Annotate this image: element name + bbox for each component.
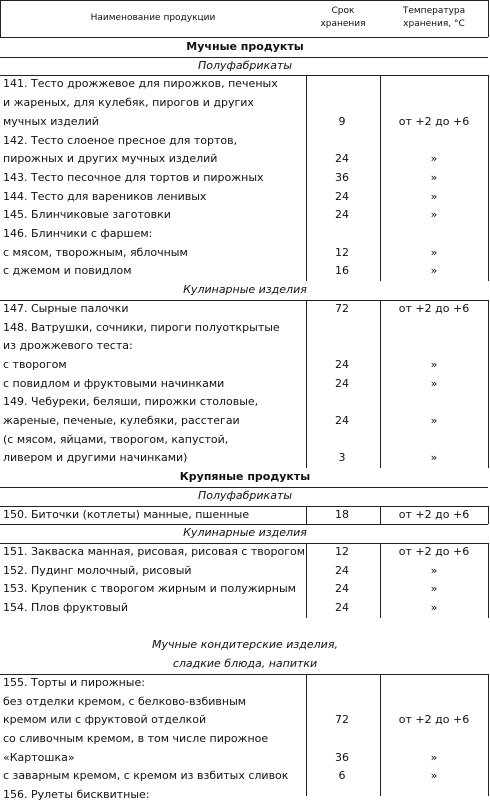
column-rule	[306, 300, 307, 468]
product-name: (с мясом, яйцами, творогом, капустой,	[3, 432, 229, 446]
table-row	[0, 693, 490, 711]
table-row	[0, 599, 490, 617]
storage-temperature: »	[430, 582, 438, 596]
section-heading: Мучные продукты	[186, 40, 304, 53]
product-name: со сливочным кремом, в том числе пирожное	[3, 731, 269, 745]
storage-term: 9	[338, 114, 346, 128]
header-term: Срок хранения	[320, 6, 366, 29]
product-name: жареные, печеные, кулебяки, расстегаи	[3, 414, 240, 427]
storage-temperature: »	[430, 451, 438, 465]
storage-temperature: »	[430, 750, 438, 764]
column-rule	[488, 674, 489, 796]
product-name: 154. Плов фруктовый	[3, 601, 128, 614]
storage-term: 3	[338, 451, 346, 465]
section-rule	[0, 57, 488, 58]
product-name: с джемом и повидлом	[3, 264, 132, 278]
product-name: 153. Крупеник с творогом жирным и полужирным	[3, 582, 296, 596]
storage-temperature: »	[430, 208, 438, 222]
storage-temperature: »	[430, 563, 438, 577]
section-rule	[0, 524, 488, 525]
table-row	[0, 562, 490, 580]
product-name: без отделки кремом, с белково-взбивным	[3, 694, 247, 708]
storage-term: 12	[335, 544, 349, 558]
header-name: Наименование продукции	[90, 13, 216, 23]
header-top-rule	[0, 0, 488, 1]
storage-temperature: »	[430, 152, 438, 166]
column-rule	[488, 75, 489, 281]
product-name: 148. Ватрушки, сочники, пироги полуоткрытые	[3, 320, 280, 334]
product-name: 143. Тесто песочное для тортов и пирожных	[3, 170, 264, 184]
storage-term: 24	[335, 601, 349, 614]
column-rule	[306, 506, 307, 525]
column-rule	[380, 506, 381, 525]
storage-temperature: от +2 до +6	[398, 544, 470, 558]
table-row	[0, 150, 490, 168]
subsection-heading: Кулинарные изделия	[183, 283, 307, 297]
storage-term: 6	[338, 769, 346, 783]
table-row	[0, 431, 490, 449]
storage-temperature: »	[430, 769, 438, 783]
table-row	[0, 169, 490, 187]
storage-term: 24	[335, 152, 349, 166]
subsection-heading: Полуфабрикаты	[197, 488, 293, 502]
product-name: 142. Тесто слоеное пресное для тортов,	[3, 133, 238, 147]
storage-temperature: »	[430, 601, 438, 614]
storage-term: 18	[335, 507, 349, 521]
table-row	[0, 580, 490, 598]
product-name: 144. Тесто для вареников ленивых	[3, 189, 207, 203]
storage-temperature: »	[430, 245, 438, 259]
storage-temperature: »	[430, 264, 438, 278]
product-name: с мясом, творожным, яблочным	[3, 245, 188, 259]
storage-term: 36	[335, 170, 349, 184]
product-name: с повидлом и фруктовыми начинками	[3, 376, 225, 390]
storage-temperature: »	[430, 414, 438, 427]
storage-term: 24	[335, 563, 349, 577]
table-row	[0, 262, 490, 280]
product-name: с заварным кремом, с кремом из взбитых сливок	[3, 769, 289, 783]
product-name: 152. Пудинг молочный, рисовый	[3, 563, 192, 577]
table-row	[0, 188, 490, 206]
product-name: 149. Чебуреки, беляши, пирожки столовые,	[3, 395, 259, 409]
product-name: и жареных, для кулебяк, пирогов и других	[3, 96, 254, 110]
storage-term: 72	[335, 713, 349, 727]
section-rule	[0, 506, 488, 507]
column-rule	[488, 300, 489, 468]
column-rule	[380, 300, 381, 468]
product-name: пирожных и других мучных изделий	[3, 152, 218, 166]
header-right-rule	[488, 0, 489, 37]
section-heading: Крупяные продукты	[179, 470, 311, 484]
table-row	[0, 674, 490, 692]
storage-term: 12	[335, 245, 349, 259]
table-row	[0, 711, 490, 729]
product-name: 145. Блинчиковые заготовки	[3, 208, 171, 222]
subsection-heading: Полуфабрикаты	[197, 58, 293, 72]
storage-term: 72	[335, 301, 349, 315]
table-row	[0, 393, 490, 411]
storage-temperature: от +2 до +6	[398, 507, 470, 521]
table-row	[0, 319, 490, 337]
storage-term: 24	[335, 357, 349, 371]
storage-temperature: от +2 до +6	[398, 114, 470, 128]
storage-term: 24	[335, 376, 349, 390]
section-rule	[0, 75, 488, 76]
subsection-heading: Мучные кондитерские изделия,	[152, 638, 338, 652]
product-name: из дрожжевого теста:	[3, 339, 133, 353]
storage-term: 24	[335, 189, 349, 203]
table-row	[0, 225, 490, 243]
storage-term: 36	[335, 750, 349, 764]
section-rule	[0, 674, 488, 675]
table-row	[0, 412, 490, 430]
product-name: 147. Сырные палочки	[3, 301, 129, 315]
table-row	[0, 730, 490, 748]
column-rule	[306, 543, 307, 618]
product-name: с творогом	[3, 357, 67, 371]
product-name: кремом или с фруктовой отделкой	[3, 713, 207, 727]
table-row	[0, 449, 490, 467]
product-name: «Картошка»	[3, 750, 75, 764]
storage-temperature: »	[430, 170, 438, 184]
storage-temperature: от +2 до +6	[398, 301, 470, 315]
table-row	[0, 206, 490, 224]
table-row	[0, 75, 490, 93]
table-row	[0, 300, 490, 318]
product-name: 141. Тесто дрожжевое для пирожков, печеных	[3, 77, 278, 91]
table-row	[0, 506, 490, 524]
subsection-heading: Кулинарные изделия	[183, 526, 307, 540]
product-name: 155. Торты и пирожные:	[3, 675, 145, 689]
product-name: ливером и другими начинками)	[3, 451, 188, 465]
section-rule	[0, 543, 488, 544]
header-temperature: Температура хранения, °С	[402, 6, 466, 29]
storage-temperature: »	[430, 357, 438, 371]
product-name: 146. Блинчики с фаршем:	[3, 227, 153, 240]
storage-temperature: »	[430, 189, 438, 203]
table-row	[0, 132, 490, 150]
storage-term: 24	[335, 582, 349, 596]
product-name: 150. Биточки (котлеты) манные, пшенные	[3, 507, 250, 521]
table-row	[0, 244, 490, 262]
column-rule	[380, 75, 381, 281]
section-rule	[0, 487, 488, 488]
table-row	[0, 767, 490, 785]
column-rule	[380, 543, 381, 618]
section-rule	[0, 300, 488, 301]
table-row	[0, 94, 490, 112]
storage-term: 16	[335, 264, 349, 278]
table-row	[0, 113, 490, 131]
column-rule	[306, 75, 307, 281]
storage-temperature: »	[430, 376, 438, 390]
table-row	[0, 543, 490, 561]
table-row	[0, 356, 490, 374]
product-name: 156. Рулеты бисквитные:	[3, 788, 150, 801]
table-row	[0, 749, 490, 767]
table-row	[0, 786, 490, 804]
product-name: 151. Закваска манная, рисовая, рисовая с творогом	[3, 544, 306, 558]
column-rule	[306, 674, 307, 796]
storage-temperature: от +2 до +6	[398, 713, 470, 727]
subsection-heading: сладкие блюда, напитки	[172, 657, 318, 671]
table-row	[0, 337, 490, 355]
column-rule	[380, 674, 381, 796]
table-row	[0, 375, 490, 393]
storage-term: 24	[335, 208, 349, 222]
storage-term: 24	[335, 414, 349, 427]
column-rule	[488, 506, 489, 525]
column-rule	[488, 543, 489, 618]
product-name: мучных изделий	[3, 114, 99, 128]
